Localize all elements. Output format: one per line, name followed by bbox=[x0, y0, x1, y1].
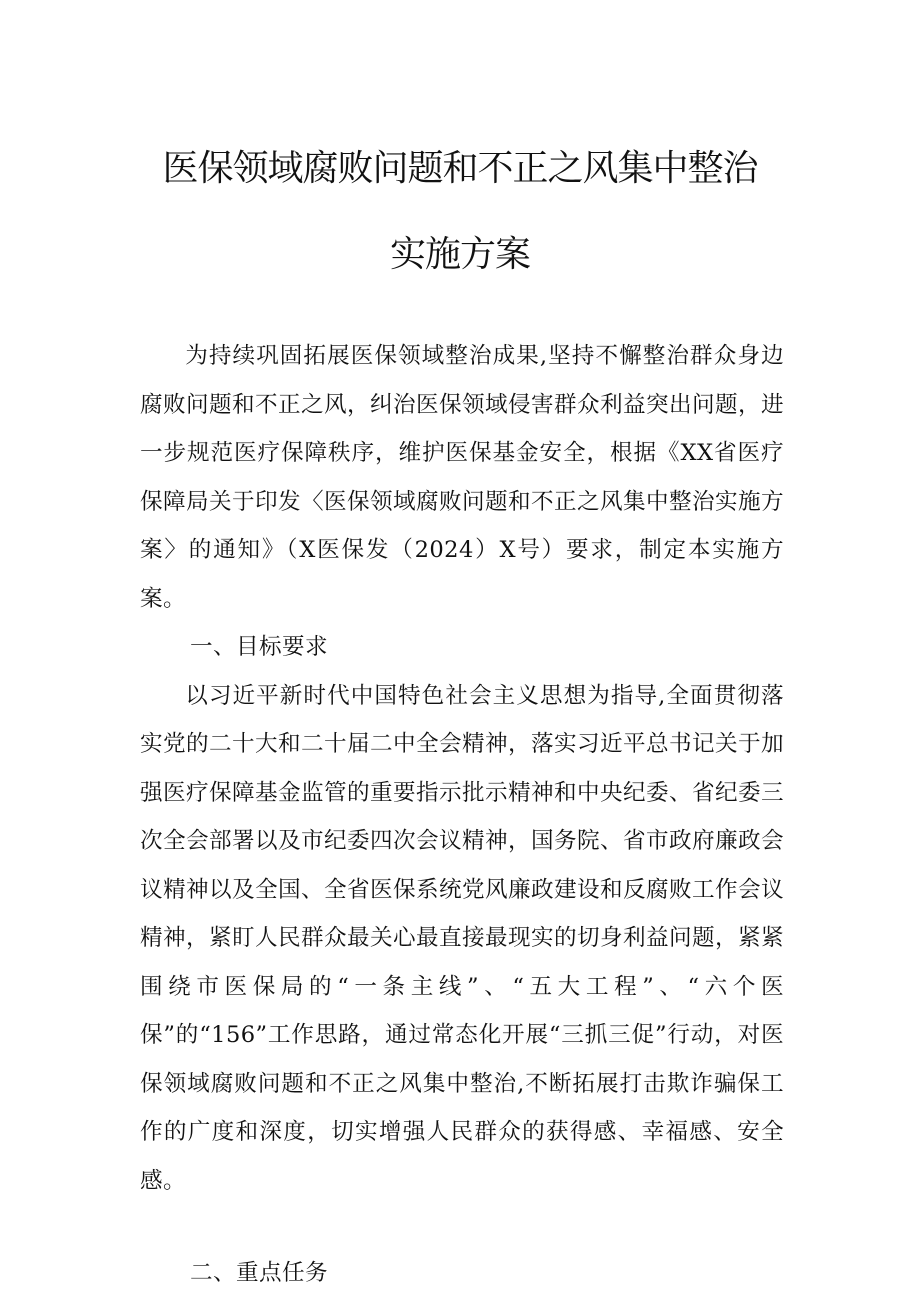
document-title-line2: 实施方案 bbox=[389, 234, 530, 275]
goals-paragraph: 以习近平新时代中国特色社会主义思想为指导,全面贯彻落实党的二十大和二十届二中全会精神，落实习近平总书记关于加强医疗保障基金监管的重要指示批示精神和中央纪委、省纪委三次全会部署以及市纪委四次会议精神，国务院、省市政府廉政会议精神以及全国、全省医保系统党风廉政建设和反腐败工作会议精神，紧盯人民群众最关心最直接最现实的切身利益问题，紧紧围绕市医保局的“一条主线”、“五大工程”、“六个医保”的“156”工作思路，通过常态化开展“三抓三促”行动，对医保领域腐败问题和不正之风集中整治,不断拓展打击欺诈骗保工作的广度和深度，切实增强人民群众的获得感、幸福感、安全感。 bbox=[140, 682, 784, 1194]
intro-paragraph: 为持续巩固拓展医保领域整治成果,坚持不懈整治群众身边腐败问题和不正之风，纠治医保领域侵害群众利益突出问题，进一步规范医疗保障秩序，维护医保基金安全，根据《XX省医疗保障局关于印发〈医保领域腐败问题和不正之风集中整治实施方案〉的通知》（X医保发（2024）X号）要求，制定本实施方案。 bbox=[140, 343, 784, 612]
document-body bbox=[140, 332, 784, 1298]
section-heading-key-tasks: 二、重点任务 bbox=[190, 1260, 328, 1286]
section-heading-goals: 一、目标要求 bbox=[190, 634, 328, 660]
document-title-line1: 医保领域腐败问题和不正之风集中整治 bbox=[162, 148, 758, 189]
